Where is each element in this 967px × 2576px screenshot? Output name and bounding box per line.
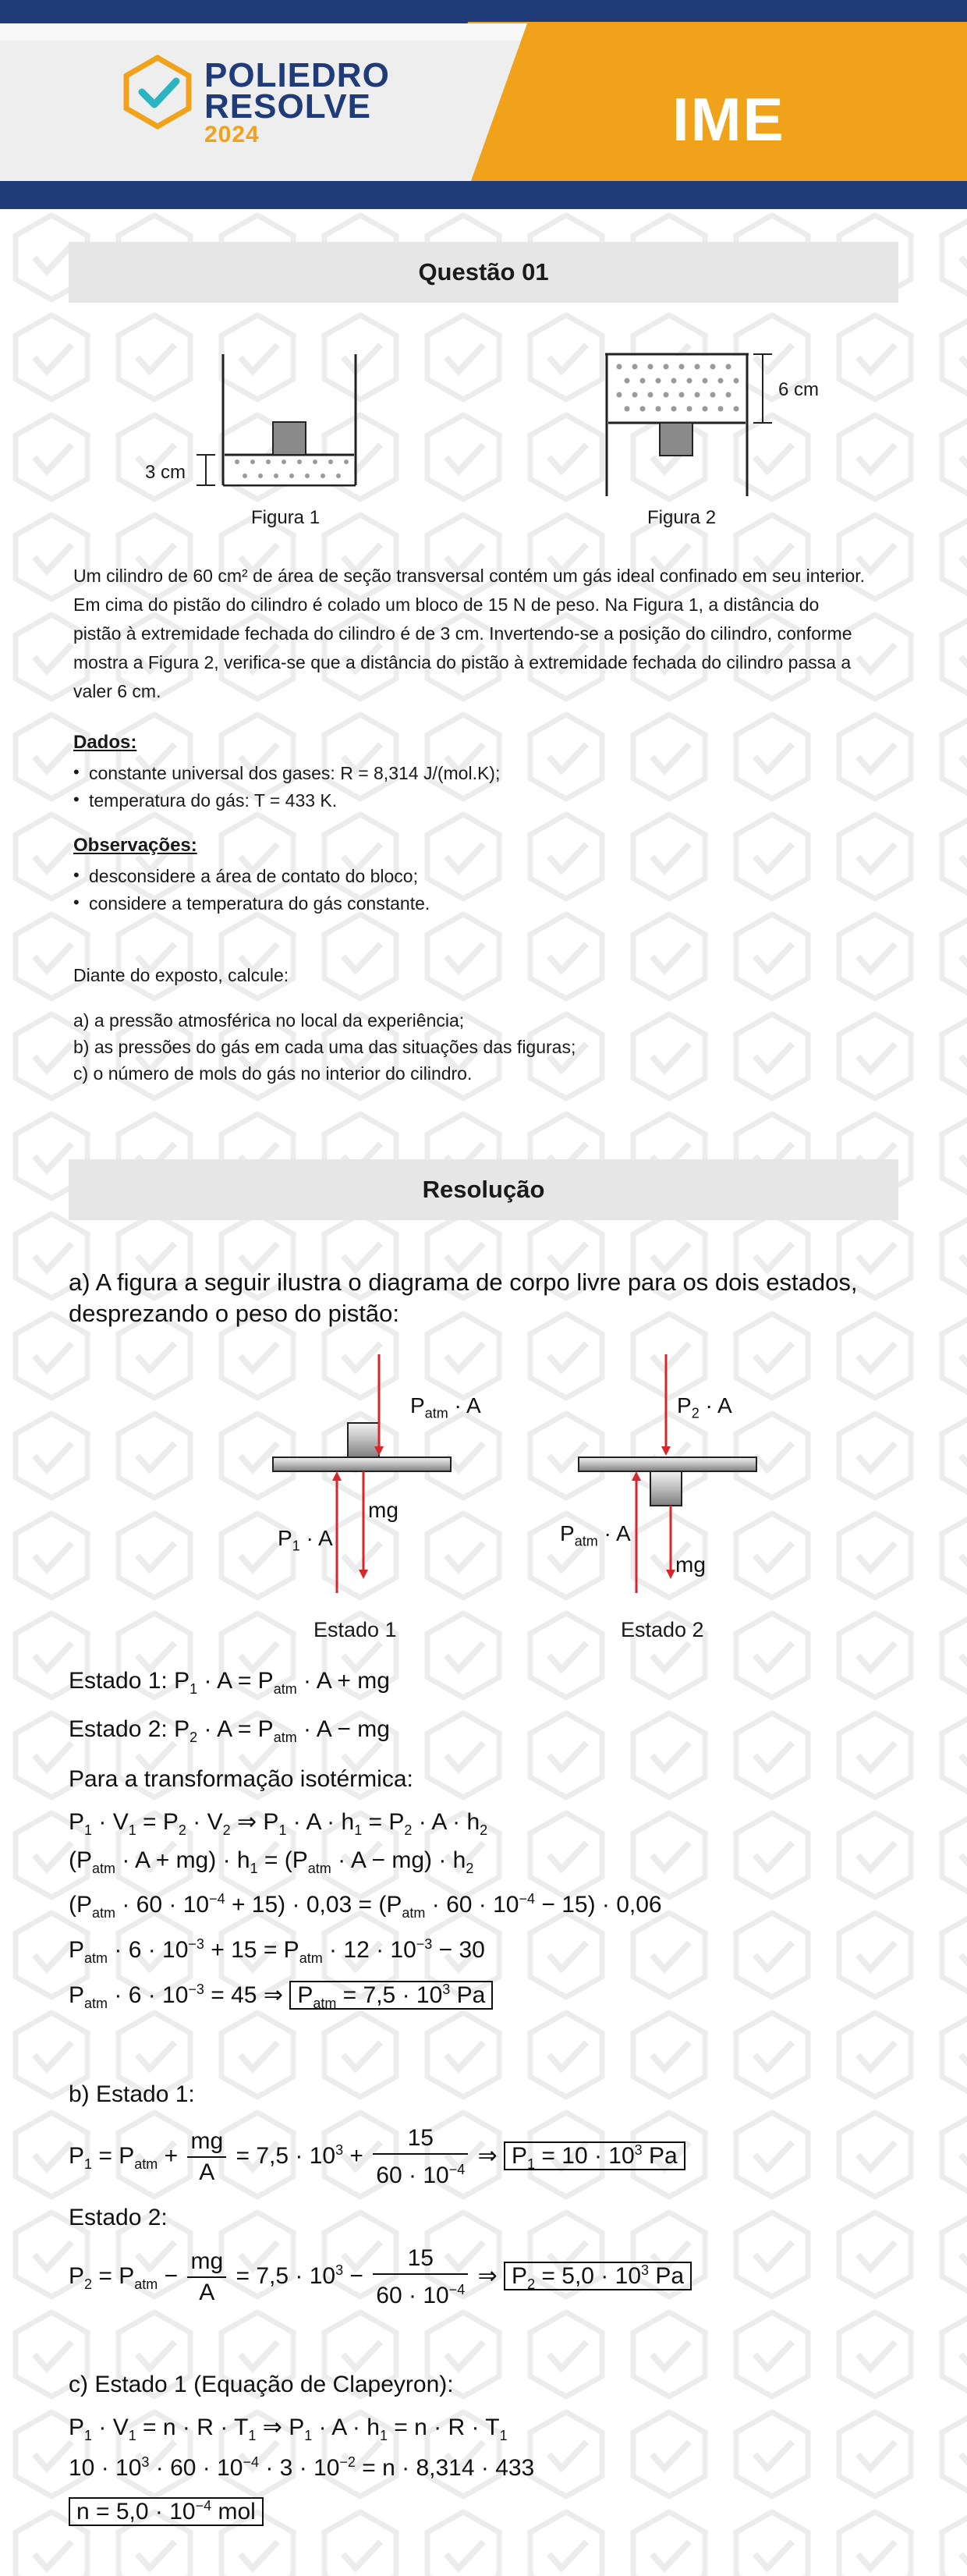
question-title-bar: Questão 01	[69, 242, 898, 303]
dados-item-1: • constante universal dos gases: R = 8,314 J/(mol.K);	[89, 763, 500, 784]
part-b-estado-2-heading: Estado 2:	[69, 2205, 168, 2230]
logo-year: 2024	[204, 122, 260, 147]
equation-part-b-estado-1: $P_1 = P_{atm}$ + $\frac{mg}{A}$ = $7,5 \cdot 10^3$ + $\frac{15}{60 \cdot 10^{-4}}$ ⇒ $P_1 = 10 \cdot 10^3$ Pa	[69, 2124, 685, 2191]
fbd1-label-mg: mg	[368, 1498, 398, 1522]
equation-part-c-1: $P_1 \cdot V_1 = n \cdot R \cdot T_1$ ⇒ $P_1 \cdot A \cdot h_1 = n \cdot R \cdot T_1$	[69, 2415, 508, 2443]
equation-isothermal-4: $P_{atm} \cdot 6 \cdot 10^{-3} + 15 = P_{atm} \cdot 12 \cdot 10^{-3} - 30$	[69, 1936, 485, 1966]
question-item-c: c) o número de mols do gás no interior do cilindro.	[73, 1063, 473, 1084]
logo-text-line1: POLIEDRO	[204, 56, 390, 94]
statement-line-5: valer 6 cm.	[73, 681, 161, 701]
figure-2-caption: Figura 2	[647, 507, 717, 528]
figure-1-dimension-marker	[192, 451, 223, 498]
fbd2-label-mg: mg	[675, 1552, 706, 1577]
page-header	[0, 0, 967, 209]
free-body-diagram-estado-1	[265, 1343, 499, 1593]
observacoes-heading: Observações:	[73, 835, 197, 856]
equation-estado-1: Estado 1: $P_1 \cdot A = P_{atm} \cdot A$ + mg	[69, 1668, 390, 1697]
equation-estado-2: Estado 2: $P_2 \cdot A = P_{atm} \cdot A$ − mg	[69, 1716, 390, 1745]
equation-part-b-estado-2: $P_2 = P_{atm}$ − $\frac{mg}{A}$ = $7,5 \cdot 10^3$ − $\frac{15}{60 \cdot 10^{-4}}$ ⇒ $P_2 = 5,0 \cdot 10^3$ Pa	[69, 2244, 692, 2311]
question-item-b: b) as pressões do gás em cada uma das situações das figuras;	[73, 1037, 576, 1057]
equation-part-c-2: $10 \cdot 10^3 \cdot 60 \cdot 10^{-4} \cdot 3 \cdot 10^{-2} = n \cdot 8,314 \cdot 433$	[69, 2454, 535, 2481]
figure-2-diagram	[602, 346, 758, 502]
equation-isothermal-result: $P_{atm} \cdot 6 \cdot 10^{-3} = 45$ ⇒ $P_{atm} = 7,5 \cdot 10^3$ Pa	[69, 1982, 493, 2012]
equation-isothermal-3: $(P_{atm} \cdot 60 \cdot 10^{-4} + 15) \cdot 0,03 = (P_{atm} \cdot 60 \cdot 10^{-4} - 15) \cdot 0,06$	[69, 1891, 662, 1921]
part-b-heading: b) Estado 1:	[69, 2081, 195, 2107]
dados-heading: Dados:	[73, 732, 137, 753]
figure-1-caption: Figura 1	[251, 507, 321, 528]
figure-2-dimension-label: 6 cm	[778, 379, 820, 400]
question-prompt: Diante do exposto, calcule:	[73, 965, 289, 985]
resolution-title-bar: Resolução	[69, 1159, 898, 1220]
figure-1-dimension-label: 3 cm	[145, 462, 186, 483]
figure-1-diagram	[215, 343, 387, 499]
isothermal-heading: Para a transformação isotérmica:	[69, 1766, 413, 1792]
equation-isothermal-2: $(P_{atm} \cdot A + mg) \cdot h_1 = (P_{atm} \cdot A - mg) \cdot h_2$	[69, 1847, 474, 1876]
part-c-heading: c) Estado 1 (Equação de Clapeyron):	[69, 2372, 454, 2397]
fbd1-caption: Estado 1	[313, 1618, 397, 1641]
part-a-intro-line-1: a) A figura a seguir ilustra o diagrama de corpo livre para os dois estados,	[69, 1268, 858, 1296]
observacao-item-1: • desconsidere a área de contato do bloco;	[89, 866, 418, 887]
fbd2-caption: Estado 2	[621, 1618, 704, 1641]
dados-item-2: • temperatura do gás: T = 433 K.	[89, 790, 337, 811]
fbd2-label-p2-a: $P_2 \cdot A$	[677, 1393, 732, 1421]
equation-part-c-result: $n = 5,0 \cdot 10^{-4}$ mol	[69, 2498, 264, 2525]
fbd1-label-patm-a: $P_{atm} \cdot A$	[410, 1393, 481, 1421]
part-a-intro-line-2: desprezando o peso do pistão:	[69, 1300, 399, 1327]
fbd2-label-patm-a: $P_{atm} \cdot A$	[560, 1521, 631, 1549]
equation-isothermal-1: $P_1 \cdot V_1 = P_2 \cdot V_2$ ⇒ $P_1 \cdot A \cdot h_1 = P_2 \cdot A \cdot h_2$	[69, 1809, 488, 1838]
statement-line-2: Em cima do pistão do cilindro é colado um bloco de 15 N de peso. Na Figura 1, a distância do	[73, 594, 820, 615]
statement-line-1: Um cilindro de 60 cm² de área de seção transversal contém um gás ideal confinado em seu interior.	[73, 566, 866, 586]
logo-text-line2: RESOLVE	[204, 87, 372, 126]
question-item-a: a) a pressão atmosférica no local da experiência;	[73, 1010, 465, 1031]
statement-line-3: pistão à extremidade fechada do cilindro é de 3 cm. Invertendo-se a posição do cilindro, conforme	[73, 623, 852, 644]
logo-icon	[122, 55, 193, 130]
figure-2-dimension-marker	[750, 349, 781, 435]
statement-line-4: mostra a Figura 2, verifica-se que a distância do pistão à extremidade fechada do cilindro passa a	[73, 652, 852, 672]
exam-name: IME	[672, 85, 785, 154]
observacao-item-2: • considere a temperatura do gás constante.	[89, 893, 430, 914]
fbd1-label-p1-a: $P_1 \cdot A$	[278, 1526, 333, 1554]
